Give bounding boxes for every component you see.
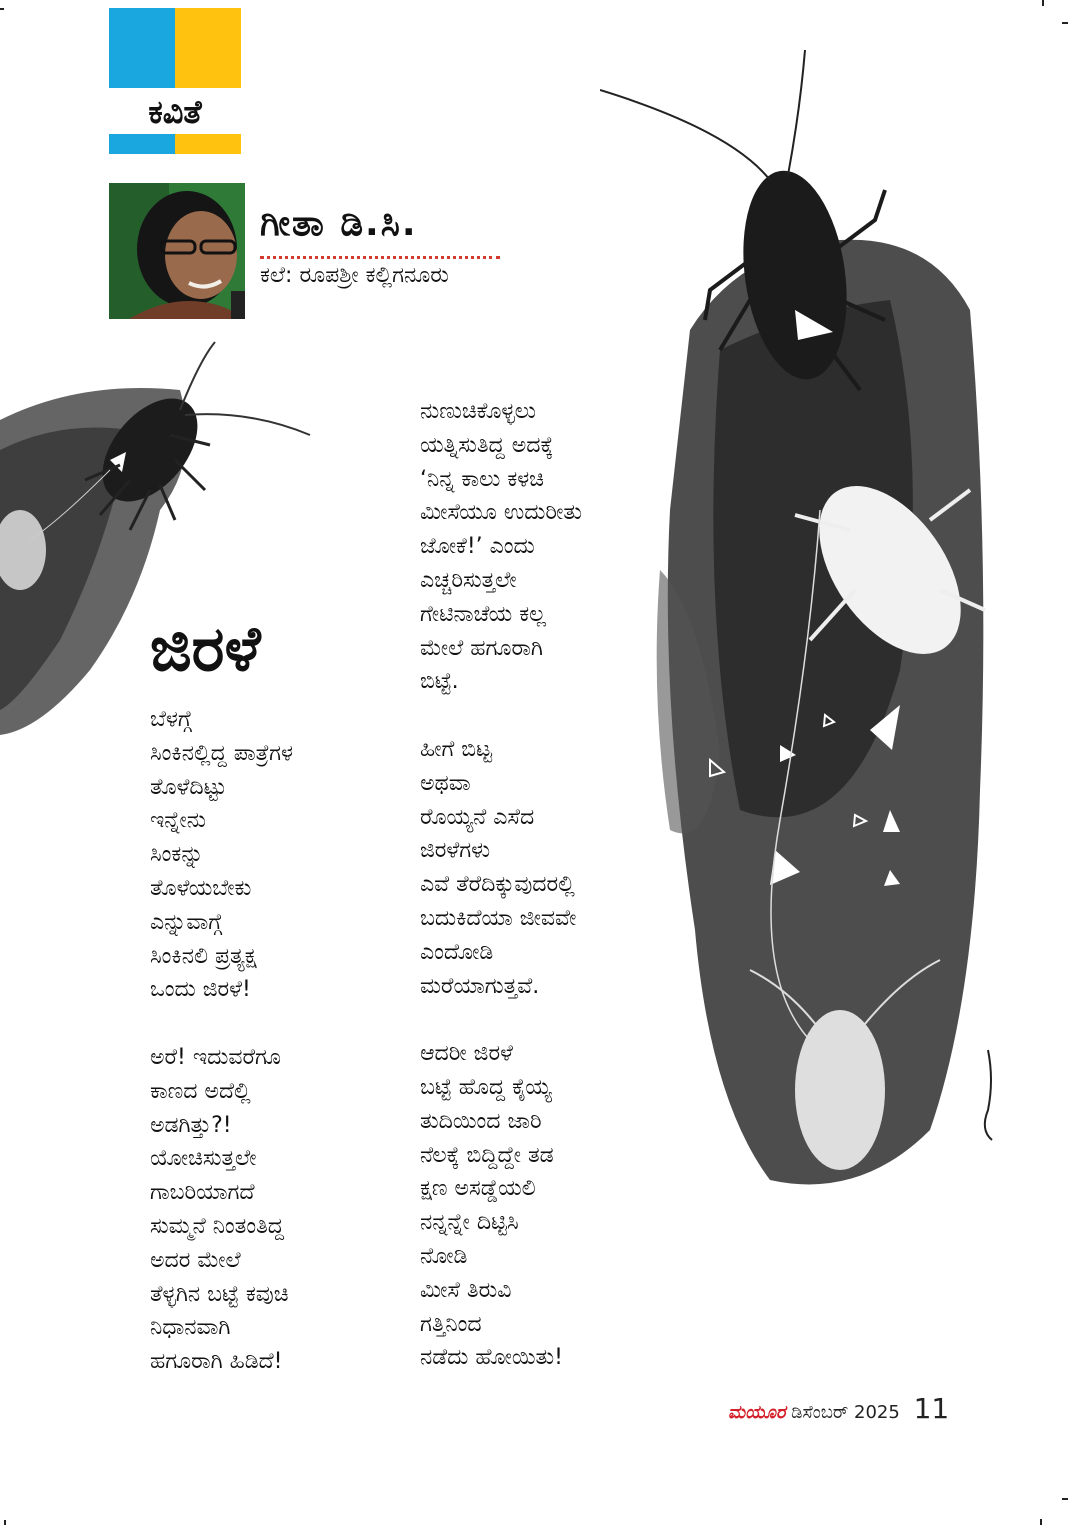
poem-line: ಎವೆ ತೆರೆದಿಕ್ಕುವುದರಲ್ಲಿ [420, 872, 575, 898]
poem-line: ನೋಡಿ [420, 1243, 468, 1269]
poem-line: ಹಗೂರಾಗಿ ಹಿಡಿದೆ! [150, 1349, 283, 1375]
poem-line: ಗಾಬರಿಯಾಗದೆ [150, 1180, 255, 1206]
poem-right-column [420, 395, 582, 1375]
poem-title: ಜಿರಳೆ [150, 612, 261, 685]
poem-line: ತೊಳೆದಿಟ್ಟು [150, 774, 227, 800]
poem-line: ನನ್ನನ್ನೇ ದಿಟ್ಟಿಸಿ [420, 1210, 519, 1236]
poem-left-column [150, 703, 293, 1379]
poem-line: ತೊಳೆಯಬೇಕು [150, 875, 252, 901]
poem-line: ಹೀಗೆ ಬಿಟ್ಟ [420, 736, 492, 762]
poem-line: ಬಟ್ಟೆ ಹೊದ್ದ ಕೈಯ್ಯ [420, 1074, 552, 1100]
section-label: ಕವಿತೆ [148, 93, 202, 131]
poem-line: ಕ್ಷಣ ಅಸಡ್ಡೆಯಲಿ [420, 1176, 536, 1202]
section-tag-color-strip [109, 134, 241, 154]
issue-month: ಡಿಸೆಂಬರ್ [791, 1402, 849, 1423]
poem-line: ಅರೆ! ಇದುವರೆಗೂ [150, 1044, 281, 1070]
poem-line: ಗೇಟಿನಾಚೆಯ ಕಲ್ಲ [420, 601, 547, 627]
poem-line: ತುದಿಯಿಂದ ಜಾರಿ [420, 1108, 542, 1134]
illustration-credit: ಕಲೆ: ರೂಪಶ್ರೀ ಕಲ್ಲಿಗನೂರು [260, 263, 449, 288]
poem-line: ಮೇಲೆ ಹಗೂರಾಗಿ [420, 635, 543, 661]
section-tag-color-block [109, 8, 241, 88]
poem-line: ಜೋಕೆ!’ ಎಂದು [420, 534, 535, 560]
poem-line: ತೆಳ್ಳಗಿನ ಬಟ್ಟೆ ಕವುಚಿ [150, 1281, 289, 1307]
issue-year: 2025 [854, 1402, 900, 1423]
poem-line: ಆದರೀ ಜಿರಳೆ [420, 1041, 513, 1067]
stanza-break [420, 1003, 582, 1037]
poem-line: ಅಡಗಿತ್ತು?! [150, 1112, 232, 1138]
poem-line: ನಿಧಾನವಾಗಿ [150, 1315, 231, 1341]
stanza-break [150, 1007, 293, 1041]
poem-line: ಮೀಸೆ ತಿರುವಿ [420, 1277, 512, 1303]
poem-line: ಯೋಚಿಸುತ್ತಲೇ [150, 1146, 257, 1172]
stanza-break [420, 699, 582, 733]
poem-line: ಇನ್ನೇನು [150, 808, 206, 834]
poem-line: ‘ನಿನ್ನ ಕಾಲು ಕಳಚಿ [420, 466, 544, 492]
author-photo [109, 183, 245, 319]
page-number: 11 [913, 1392, 950, 1425]
poem-line: ಗತ್ತಿನಿಂದ [420, 1311, 482, 1337]
poem-line: ಎನ್ನುವಾಗ್ಗೆ [150, 909, 223, 935]
poem-line: ಎಂದೋಡಿ [420, 939, 494, 965]
poem-line: ಕಾಣದ ಅದೆಲ್ಲಿ [150, 1078, 251, 1104]
poem-line: ಬದುಕಿದೆಯಾ ಜೀವವೇ [420, 905, 577, 931]
poem-line: ಮರೆಯಾಗುತ್ತವೆ. [420, 973, 540, 999]
poem-line: ಸಿಂಕಿನಲಿ ಪ್ರತ್ಯಕ್ಷ [150, 943, 257, 969]
poem-line: ಬಿಟ್ಟೆ. [420, 669, 459, 695]
poem-line: ನೆಲಕ್ಕೆ ಬಿದ್ದಿದ್ದೇ ತಡ [420, 1142, 554, 1168]
poem-line: ಅಥವಾ [420, 770, 471, 796]
poem-line: ಎಚ್ಚರಿಸುತ್ತಲೇ [420, 567, 517, 593]
poem-line: ಸಿಂಕಿನಲ್ಲಿದ್ದ ಪಾತ್ರೆಗಳ [150, 740, 293, 766]
poem-line: ನುಣುಚಿಕೊಳ್ಳಲು [420, 399, 537, 424]
poem-line: ಸುಮ್ಮನೆ ನಿಂತಂತಿದ್ದ [150, 1213, 284, 1239]
cockroach-illustration-right [600, 50, 1010, 1230]
poem-line: ಬೆಳಗ್ಗೆ [150, 707, 192, 732]
page-footer [728, 1392, 949, 1425]
section-tag [109, 8, 241, 154]
poem-line: ಸಿಂಕನ್ನು [150, 842, 204, 868]
poem-line: ಒಂದು ಜಿರಳೆ! [150, 977, 251, 1003]
poem-line: ನಡೆದು ಹೋಯಿತು! [420, 1345, 563, 1371]
poem-line: ಅದರ ಮೇಲೆ [150, 1247, 241, 1273]
poem-line: ಮೀಸೆಯೂ ಉದುರೀತು [420, 500, 583, 526]
poem-line: ಯತ್ನಿಸುತಿದ್ದ ಅದಕ್ಕೆ [420, 432, 554, 458]
author-divider [260, 256, 500, 259]
poem-line: ಜಿರಳೆಗಳು [420, 838, 491, 864]
author-name: ಗೀತಾ ಡಿ.ಸಿ. [260, 203, 418, 244]
poem-line: ರೊಯ್ಯನೆ ಎಸೆದ [420, 804, 535, 830]
magazine-name: ಮಯೂರ [728, 1402, 786, 1423]
